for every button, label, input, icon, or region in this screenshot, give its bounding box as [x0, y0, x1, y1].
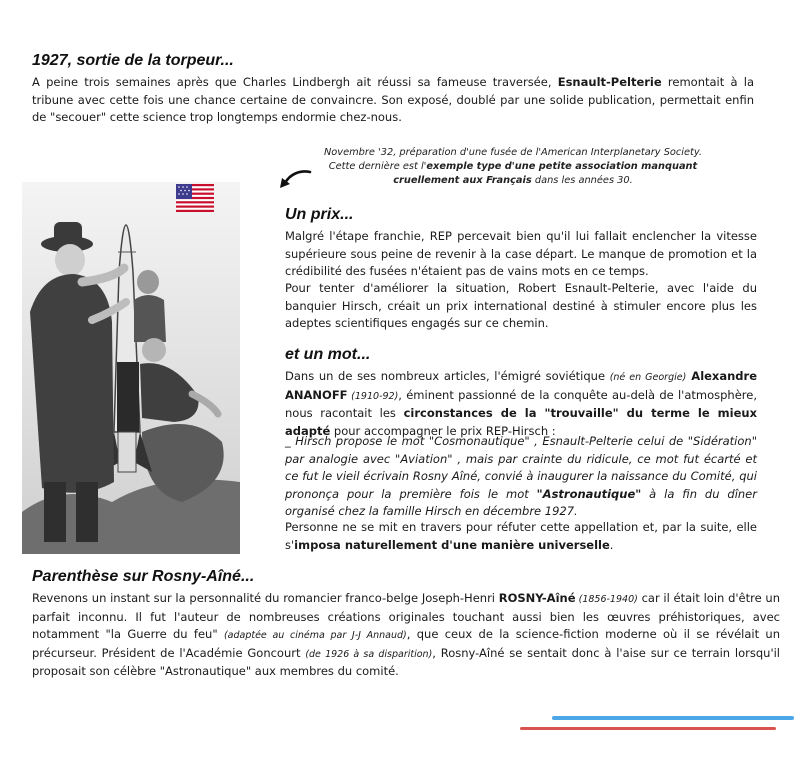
paragraph-mot: Dans un de ses nombreux articles, l'émigré soviétique (né en Georgie) Alexandre ANANOFF (1910-92), éminent passionné de la conquête au-delà de l'atmosphère, nous racontait les circonstances de la "trouvaille" du terme le mieux adapté pour accompagner le prix REP-Hirsch :: [285, 369, 758, 438]
decorative-rule-blue: [552, 716, 794, 720]
decorative-rule-red: [520, 727, 776, 730]
rocket-photo: [22, 182, 240, 554]
section-title-prix: Un prix...: [285, 206, 354, 223]
paragraph-prix-1: Malgré l'étape franchie, REP percevait bien qu'il lui fallait enclencher la vitesse supérieure sous peine de revenir à la case départ. Le manque de promotion et la crédibilité des fusées n'étaient pas de vains mots en ce temps.: [285, 229, 757, 278]
ananoff-quote: _ Hirsch propose le mot "Cosmonautique" , Esnault-Pelterie celui de "Sidération" par analogie avec "Aviation" , mais par crainte du ridicule, ce mot fut écarté et ce fut le vieil écrivain Rosny Aîné, convié à inaugurer la naissance du Comité, qui prononça pour la première fois le mot "Astronautique" à la fin du dîner organisé chez la famille Hirsch en décembre 1927.: [285, 434, 757, 518]
photo-caption: Novembre '32, préparation d'une fusée de l'American Interplanetary Society. Cette dernière est l'exemple type d'une petite association manquant cruellement aux Français dans les années 30.: [323, 147, 703, 186]
paragraph-prix-2: Pour tenter d'améliorer la situation, Robert Esnault-Pelterie, avec l'aide du banquier Hirsch, créait un prix international destiné à stimuler encore plus les adeptes scientifiques engagés sur ce chemin.: [285, 281, 757, 330]
paragraph-rosny: Revenons un instant sur la personnalité du romancier franco-belge Joseph-Henri ROSNY-Aîné (1856-1940) car il était loin d'être un parfait inconnu. Il fut l'auteur de nombreuses créations originales touchant aussi bien les œuvres préhistoriques, avec notamment "la Guerre du feu" (adaptée au cinéma par J-J Annaud), que ceux de la science-fiction moderne où il se révélait un précurseur. Président de l'Académie Goncourt (de 1926 à sa disparition), Rosny-Aîné se sentait donc à l'aise sur ce terrain lorsqu'il proposait son célèbre "Astronautique" aux membres du comité.: [32, 591, 780, 678]
paragraph-conclusion: Personne ne se mit en travers pour réfuter cette appellation et, par la suite, elle s'imposa naturellement d'une manière universelle.: [285, 520, 757, 552]
curved-arrow-icon: [278, 168, 312, 190]
name-esnault-pelterie: Esnault-Pelterie: [557, 75, 662, 89]
section-title-mot: et un mot...: [285, 346, 371, 363]
section-title-torpeur: 1927, sortie de la torpeur...: [32, 52, 234, 69]
section-title-rosny: Parenthèse sur Rosny-Aîné...: [32, 568, 255, 585]
paragraph-torpeur: A peine trois semaines après que Charles Lindbergh ait réussi sa fameuse traversée, Esnault-Pelterie remontait à la tribune avec cette fois une chance certaine de convaincre. Son exposé, doublé par une solide publication, permettait enfin de "secouer" cette science trop longtemps endormie chez-nous.: [32, 75, 754, 124]
us-flag-icon: [176, 184, 214, 212]
